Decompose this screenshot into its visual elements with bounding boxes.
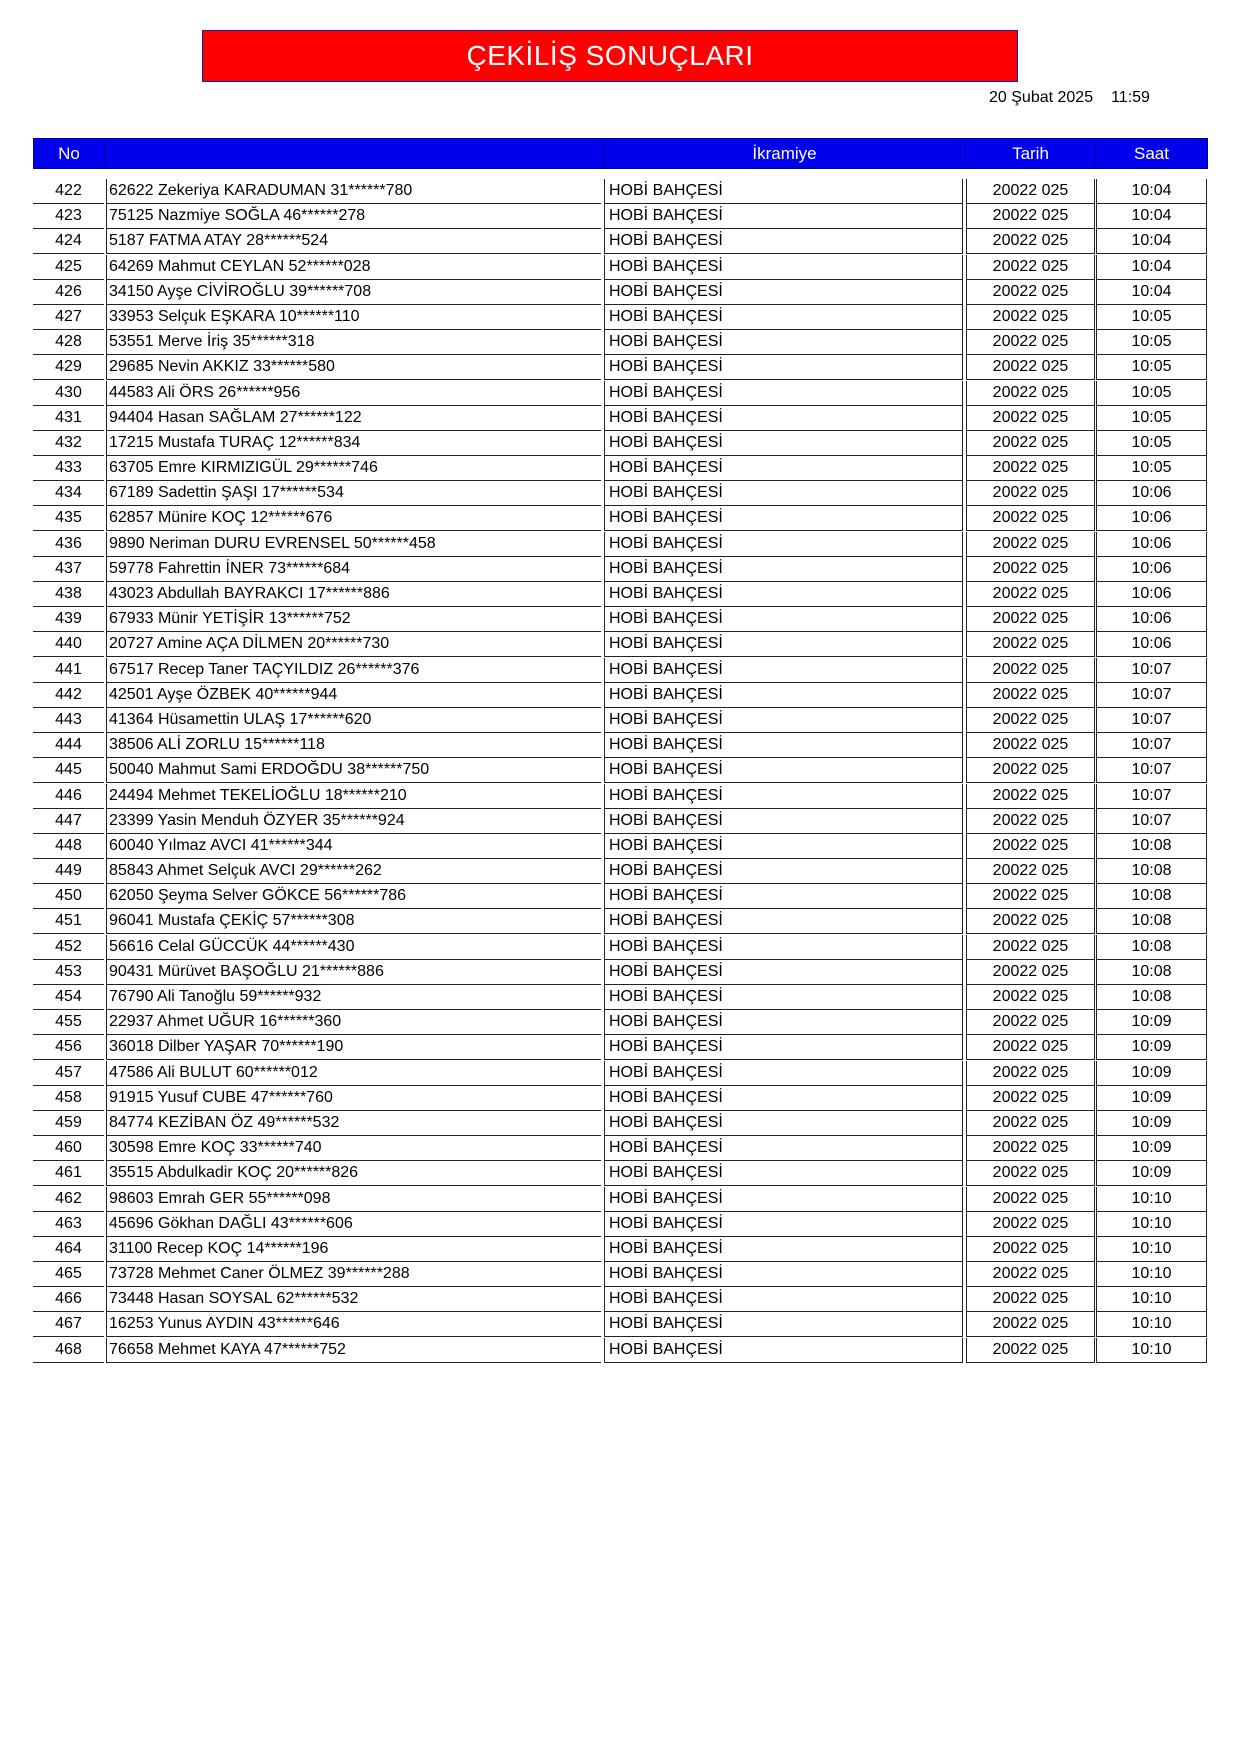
cell-time: 10:10 <box>1096 1237 1207 1262</box>
table-row <box>33 809 1208 834</box>
cell-name: 53551 Merve İriş 35******318 <box>106 330 601 355</box>
cell-prize: HOBİ BAHÇESİ <box>604 280 963 305</box>
cell-name: 41364 Hüsamettin ULAŞ 17******620 <box>106 708 601 733</box>
cell-no: 468 <box>33 1338 104 1363</box>
cell-no: 437 <box>33 557 104 582</box>
table-row <box>33 1312 1208 1337</box>
cell-no: 423 <box>33 204 104 229</box>
cell-date: 20022 025 <box>966 406 1095 431</box>
table-header <box>33 138 1208 169</box>
cell-date: 20022 025 <box>966 1262 1095 1287</box>
cell-name: 94404 Hasan SAĞLAM 27******122 <box>106 406 601 431</box>
cell-time: 10:04 <box>1096 255 1207 280</box>
cell-name: 67189 Sadettin ŞAŞI 17******534 <box>106 481 601 506</box>
report-datetime <box>989 89 1150 107</box>
cell-prize: HOBİ BAHÇESİ <box>604 960 963 985</box>
cell-date: 20022 025 <box>966 582 1095 607</box>
cell-prize: HOBİ BAHÇESİ <box>604 481 963 506</box>
cell-name: 60040 Yılmaz AVCI 41******344 <box>106 834 601 859</box>
table-row <box>33 658 1208 683</box>
cell-no: 446 <box>33 784 104 809</box>
cell-no: 464 <box>33 1237 104 1262</box>
table-row <box>33 204 1208 229</box>
table-row <box>33 506 1208 531</box>
cell-name: 30598 Emre KOÇ 33******740 <box>106 1136 601 1161</box>
cell-no: 452 <box>33 935 104 960</box>
table-row <box>33 229 1208 254</box>
table-row <box>33 1262 1208 1287</box>
cell-no: 429 <box>33 355 104 380</box>
report-date: 20 Şubat 2025 <box>989 89 1094 106</box>
cell-no: 433 <box>33 456 104 481</box>
cell-time: 10:07 <box>1096 809 1207 834</box>
cell-no: 463 <box>33 1212 104 1237</box>
cell-prize: HOBİ BAHÇESİ <box>604 406 963 431</box>
cell-no: 465 <box>33 1262 104 1287</box>
cell-no: 460 <box>33 1136 104 1161</box>
cell-date: 20022 025 <box>966 1010 1095 1035</box>
cell-prize: HOBİ BAHÇESİ <box>604 784 963 809</box>
cell-prize: HOBİ BAHÇESİ <box>604 1237 963 1262</box>
table-row <box>33 1287 1208 1312</box>
cell-no: 453 <box>33 960 104 985</box>
cell-date: 20022 025 <box>966 280 1095 305</box>
cell-time: 10:04 <box>1096 280 1207 305</box>
cell-prize: HOBİ BAHÇESİ <box>604 229 963 254</box>
table-row <box>33 330 1208 355</box>
cell-prize: HOBİ BAHÇESİ <box>604 1312 963 1337</box>
table-row <box>33 985 1208 1010</box>
cell-time: 10:10 <box>1096 1212 1207 1237</box>
table-row <box>33 355 1208 380</box>
cell-no: 430 <box>33 381 104 406</box>
cell-name: 96041 Mustafa ÇEKİÇ 57******308 <box>106 909 601 934</box>
cell-date: 20022 025 <box>966 985 1095 1010</box>
cell-no: 447 <box>33 809 104 834</box>
cell-prize: HOBİ BAHÇESİ <box>604 1061 963 1086</box>
column-header-no: No <box>34 139 105 168</box>
cell-name: 45696 Gökhan DAĞLI 43******606 <box>106 1212 601 1237</box>
cell-no: 444 <box>33 733 104 758</box>
cell-date: 20022 025 <box>966 381 1095 406</box>
table-row <box>33 456 1208 481</box>
cell-no: 450 <box>33 884 104 909</box>
cell-name: 76790 Ali Tanoğlu 59******932 <box>106 985 601 1010</box>
cell-name: 16253 Yunus AYDIN 43******646 <box>106 1312 601 1337</box>
cell-date: 20022 025 <box>966 1136 1095 1161</box>
cell-name: 85843 Ahmet Selçuk AVCI 29******262 <box>106 859 601 884</box>
cell-prize: HOBİ BAHÇESİ <box>604 1035 963 1060</box>
table-row <box>33 1086 1208 1111</box>
cell-date: 20022 025 <box>966 179 1095 204</box>
cell-time: 10:10 <box>1096 1287 1207 1312</box>
cell-name: 56616 Celal GÜCCÜK 44******430 <box>106 935 601 960</box>
cell-time: 10:06 <box>1096 481 1207 506</box>
cell-prize: HOBİ BAHÇESİ <box>604 683 963 708</box>
cell-date: 20022 025 <box>966 658 1095 683</box>
cell-prize: HOBİ BAHÇESİ <box>604 909 963 934</box>
cell-time: 10:06 <box>1096 607 1207 632</box>
cell-time: 10:07 <box>1096 758 1207 783</box>
cell-date: 20022 025 <box>966 330 1095 355</box>
cell-time: 10:09 <box>1096 1086 1207 1111</box>
cell-time: 10:08 <box>1096 834 1207 859</box>
cell-prize: HOBİ BAHÇESİ <box>604 1187 963 1212</box>
cell-no: 466 <box>33 1287 104 1312</box>
table-row <box>33 834 1208 859</box>
cell-date: 20022 025 <box>966 1312 1095 1337</box>
cell-date: 20022 025 <box>966 960 1095 985</box>
cell-time: 10:08 <box>1096 935 1207 960</box>
cell-time: 10:10 <box>1096 1262 1207 1287</box>
cell-no: 431 <box>33 406 104 431</box>
cell-time: 10:08 <box>1096 859 1207 884</box>
table-row <box>33 381 1208 406</box>
cell-time: 10:10 <box>1096 1338 1207 1363</box>
cell-name: 44583 Ali ÖRS 26******956 <box>106 381 601 406</box>
table-row <box>33 1187 1208 1212</box>
cell-date: 20022 025 <box>966 809 1095 834</box>
cell-date: 20022 025 <box>966 935 1095 960</box>
table-row <box>33 859 1208 884</box>
cell-no: 438 <box>33 582 104 607</box>
cell-no: 439 <box>33 607 104 632</box>
column-header-prize: İkramiye <box>604 139 966 168</box>
table-row <box>33 607 1208 632</box>
cell-prize: HOBİ BAHÇESİ <box>604 733 963 758</box>
cell-prize: HOBİ BAHÇESİ <box>604 834 963 859</box>
cell-name: 24494 Mehmet TEKELİOĞLU 18******210 <box>106 784 601 809</box>
cell-date: 20022 025 <box>966 1111 1095 1136</box>
cell-date: 20022 025 <box>966 909 1095 934</box>
cell-time: 10:09 <box>1096 1161 1207 1186</box>
cell-time: 10:04 <box>1096 229 1207 254</box>
cell-prize: HOBİ BAHÇESİ <box>604 381 963 406</box>
cell-date: 20022 025 <box>966 255 1095 280</box>
cell-date: 20022 025 <box>966 733 1095 758</box>
cell-name: 35515 Abdulkadir KOÇ 20******826 <box>106 1161 601 1186</box>
cell-date: 20022 025 <box>966 557 1095 582</box>
cell-no: 443 <box>33 708 104 733</box>
cell-time: 10:07 <box>1096 708 1207 733</box>
cell-time: 10:05 <box>1096 305 1207 330</box>
cell-name: 64269 Mahmut CEYLAN 52******028 <box>106 255 601 280</box>
cell-name: 47586 Ali BULUT 60******012 <box>106 1061 601 1086</box>
table-row <box>33 280 1208 305</box>
cell-date: 20022 025 <box>966 532 1095 557</box>
cell-no: 425 <box>33 255 104 280</box>
cell-no: 467 <box>33 1312 104 1337</box>
cell-date: 20022 025 <box>966 1287 1095 1312</box>
cell-date: 20022 025 <box>966 859 1095 884</box>
table-row <box>33 909 1208 934</box>
cell-time: 10:06 <box>1096 506 1207 531</box>
table-row <box>33 632 1208 657</box>
table-row <box>33 1111 1208 1136</box>
cell-name: 29685 Nevin AKKIZ 33******580 <box>106 355 601 380</box>
column-header-date: Tarih <box>966 139 1096 168</box>
cell-prize: HOBİ BAHÇESİ <box>604 1287 963 1312</box>
table-row <box>33 935 1208 960</box>
cell-time: 10:04 <box>1096 179 1207 204</box>
cell-prize: HOBİ BAHÇESİ <box>604 532 963 557</box>
cell-no: 432 <box>33 431 104 456</box>
cell-prize: HOBİ BAHÇESİ <box>604 255 963 280</box>
table-row <box>33 305 1208 330</box>
cell-prize: HOBİ BAHÇESİ <box>604 632 963 657</box>
cell-date: 20022 025 <box>966 481 1095 506</box>
table-row <box>33 1010 1208 1035</box>
cell-date: 20022 025 <box>966 1035 1095 1060</box>
table-row <box>33 1237 1208 1262</box>
cell-prize: HOBİ BAHÇESİ <box>604 658 963 683</box>
table-row <box>33 784 1208 809</box>
cell-prize: HOBİ BAHÇESİ <box>604 179 963 204</box>
cell-no: 457 <box>33 1061 104 1086</box>
cell-name: 42501 Ayşe ÖZBEK 40******944 <box>106 683 601 708</box>
cell-prize: HOBİ BAHÇESİ <box>604 305 963 330</box>
cell-name: 98603 Emrah GER 55******098 <box>106 1187 601 1212</box>
table-row <box>33 255 1208 280</box>
cell-name: 38506 ALİ ZORLU 15******118 <box>106 733 601 758</box>
cell-no: 434 <box>33 481 104 506</box>
cell-time: 10:05 <box>1096 456 1207 481</box>
cell-no: 428 <box>33 330 104 355</box>
cell-no: 424 <box>33 229 104 254</box>
cell-date: 20022 025 <box>966 431 1095 456</box>
cell-time: 10:07 <box>1096 733 1207 758</box>
cell-time: 10:09 <box>1096 1010 1207 1035</box>
cell-time: 10:04 <box>1096 204 1207 229</box>
table-row <box>33 1136 1208 1161</box>
cell-date: 20022 025 <box>966 1061 1095 1086</box>
cell-prize: HOBİ BAHÇESİ <box>604 985 963 1010</box>
cell-no: 455 <box>33 1010 104 1035</box>
cell-time: 10:06 <box>1096 532 1207 557</box>
cell-prize: HOBİ BAHÇESİ <box>604 708 963 733</box>
cell-name: 43023 Abdullah BAYRAKCI 17******886 <box>106 582 601 607</box>
cell-time: 10:10 <box>1096 1187 1207 1212</box>
cell-prize: HOBİ BAHÇESİ <box>604 809 963 834</box>
cell-date: 20022 025 <box>966 1237 1095 1262</box>
cell-name: 5187 FATMA ATAY 28******524 <box>106 229 601 254</box>
cell-no: 422 <box>33 179 104 204</box>
cell-time: 10:07 <box>1096 784 1207 809</box>
cell-date: 20022 025 <box>966 1187 1095 1212</box>
table-row <box>33 179 1208 204</box>
cell-no: 440 <box>33 632 104 657</box>
cell-no: 442 <box>33 683 104 708</box>
table-row <box>33 1061 1208 1086</box>
table-row <box>33 1338 1208 1363</box>
cell-name: 62622 Zekeriya KARADUMAN 31******780 <box>106 179 601 204</box>
cell-no: 451 <box>33 909 104 934</box>
cell-no: 454 <box>33 985 104 1010</box>
cell-date: 20022 025 <box>966 632 1095 657</box>
cell-time: 10:09 <box>1096 1061 1207 1086</box>
table-row <box>33 532 1208 557</box>
cell-time: 10:08 <box>1096 909 1207 934</box>
cell-name: 22937 Ahmet UĞUR 16******360 <box>106 1010 601 1035</box>
cell-name: 31100 Recep KOÇ 14******196 <box>106 1237 601 1262</box>
cell-date: 20022 025 <box>966 305 1095 330</box>
cell-time: 10:09 <box>1096 1136 1207 1161</box>
cell-prize: HOBİ BAHÇESİ <box>604 355 963 380</box>
cell-prize: HOBİ BAHÇESİ <box>604 582 963 607</box>
cell-time: 10:05 <box>1096 381 1207 406</box>
cell-name: 91915 Yusuf CUBE 47******760 <box>106 1086 601 1111</box>
cell-name: 33953 Selçuk EŞKARA 10******110 <box>106 305 601 330</box>
cell-no: 436 <box>33 532 104 557</box>
cell-date: 20022 025 <box>966 1161 1095 1186</box>
table-row <box>33 1161 1208 1186</box>
cell-time: 10:07 <box>1096 658 1207 683</box>
cell-no: 456 <box>33 1035 104 1060</box>
cell-prize: HOBİ BAHÇESİ <box>604 1262 963 1287</box>
cell-date: 20022 025 <box>966 204 1095 229</box>
cell-name: 34150 Ayşe CİVİROĞLU 39******708 <box>106 280 601 305</box>
cell-date: 20022 025 <box>966 683 1095 708</box>
cell-name: 67517 Recep Taner TAÇYILDIZ 26******376 <box>106 658 601 683</box>
cell-no: 445 <box>33 758 104 783</box>
cell-prize: HOBİ BAHÇESİ <box>604 884 963 909</box>
cell-no: 462 <box>33 1187 104 1212</box>
cell-date: 20022 025 <box>966 758 1095 783</box>
cell-date: 20022 025 <box>966 884 1095 909</box>
cell-name: 90431 Mürüvet BAŞOĞLU 21******886 <box>106 960 601 985</box>
cell-no: 426 <box>33 280 104 305</box>
cell-prize: HOBİ BAHÇESİ <box>604 607 963 632</box>
cell-prize: HOBİ BAHÇESİ <box>604 1338 963 1363</box>
cell-no: 427 <box>33 305 104 330</box>
cell-no: 435 <box>33 506 104 531</box>
table-row <box>33 582 1208 607</box>
cell-time: 10:08 <box>1096 985 1207 1010</box>
results-table <box>33 179 1208 1363</box>
cell-time: 10:05 <box>1096 330 1207 355</box>
cell-prize: HOBİ BAHÇESİ <box>604 1161 963 1186</box>
cell-time: 10:06 <box>1096 557 1207 582</box>
cell-name: 73728 Mehmet Caner ÖLMEZ 39******288 <box>106 1262 601 1287</box>
cell-date: 20022 025 <box>966 1212 1095 1237</box>
cell-name: 73448 Hasan SOYSAL 62******532 <box>106 1287 601 1312</box>
cell-date: 20022 025 <box>966 1086 1095 1111</box>
column-header-time: Saat <box>1134 144 1169 163</box>
cell-no: 458 <box>33 1086 104 1111</box>
cell-time: 10:07 <box>1096 683 1207 708</box>
cell-prize: HOBİ BAHÇESİ <box>604 506 963 531</box>
cell-date: 20022 025 <box>966 607 1095 632</box>
table-row <box>33 683 1208 708</box>
table-row <box>33 733 1208 758</box>
cell-prize: HOBİ BAHÇESİ <box>604 935 963 960</box>
cell-name: 67933 Münir YETİŞİR 13******752 <box>106 607 601 632</box>
cell-prize: HOBİ BAHÇESİ <box>604 330 963 355</box>
cell-time: 10:08 <box>1096 960 1207 985</box>
cell-prize: HOBİ BAHÇESİ <box>604 1111 963 1136</box>
cell-time: 10:09 <box>1096 1035 1207 1060</box>
cell-name: 75125 Nazmiye SOĞLA 46******278 <box>106 204 601 229</box>
cell-prize: HOBİ BAHÇESİ <box>604 758 963 783</box>
cell-no: 449 <box>33 859 104 884</box>
cell-date: 20022 025 <box>966 355 1095 380</box>
cell-time: 10:10 <box>1096 1312 1207 1337</box>
cell-no: 441 <box>33 658 104 683</box>
cell-prize: HOBİ BAHÇESİ <box>604 204 963 229</box>
column-header-name <box>105 139 604 168</box>
cell-name: 17215 Mustafa TURAÇ 12******834 <box>106 431 601 456</box>
cell-name: 50040 Mahmut Sami ERDOĞDU 38******750 <box>106 758 601 783</box>
cell-name: 36018 Dilber YAŞAR 70******190 <box>106 1035 601 1060</box>
cell-date: 20022 025 <box>966 834 1095 859</box>
cell-date: 20022 025 <box>966 784 1095 809</box>
cell-time: 10:06 <box>1096 632 1207 657</box>
cell-name: 59778 Fahrettin İNER 73******684 <box>106 557 601 582</box>
cell-date: 20022 025 <box>966 1338 1095 1363</box>
cell-name: 76658 Mehmet KAYA 47******752 <box>106 1338 601 1363</box>
table-row <box>33 406 1208 431</box>
cell-name: 9890 Neriman DURU EVRENSEL 50******458 <box>106 532 601 557</box>
table-row <box>33 758 1208 783</box>
page-title: ÇEKİLİŞ SONUÇLARI <box>202 30 1018 82</box>
cell-time: 10:05 <box>1096 406 1207 431</box>
cell-name: 63705 Emre KIRMIZIGÜL 29******746 <box>106 456 601 481</box>
cell-name: 23399 Yasin Menduh ÖZYER 35******924 <box>106 809 601 834</box>
cell-name: 84774 KEZİBAN ÖZ 49******532 <box>106 1111 601 1136</box>
cell-time: 10:09 <box>1096 1111 1207 1136</box>
table-row <box>33 1212 1208 1237</box>
cell-time: 10:05 <box>1096 431 1207 456</box>
cell-name: 62050 Şeyma Selver GÖKCE 56******786 <box>106 884 601 909</box>
cell-prize: HOBİ BAHÇESİ <box>604 557 963 582</box>
table-row <box>33 1035 1208 1060</box>
cell-prize: HOBİ BAHÇESİ <box>604 1136 963 1161</box>
report-time: 11:59 <box>1111 89 1150 106</box>
cell-time: 10:05 <box>1096 355 1207 380</box>
cell-prize: HOBİ BAHÇESİ <box>604 456 963 481</box>
cell-no: 461 <box>33 1161 104 1186</box>
cell-date: 20022 025 <box>966 229 1095 254</box>
cell-prize: HOBİ BAHÇESİ <box>604 1010 963 1035</box>
cell-prize: HOBİ BAHÇESİ <box>604 859 963 884</box>
cell-date: 20022 025 <box>966 456 1095 481</box>
table-row <box>33 431 1208 456</box>
cell-name: 62857 Münire KOÇ 12******676 <box>106 506 601 531</box>
cell-prize: HOBİ BAHÇESİ <box>604 431 963 456</box>
table-row <box>33 481 1208 506</box>
table-row <box>33 884 1208 909</box>
table-row <box>33 960 1208 985</box>
table-row <box>33 557 1208 582</box>
cell-no: 448 <box>33 834 104 859</box>
cell-time: 10:08 <box>1096 884 1207 909</box>
cell-time: 10:06 <box>1096 582 1207 607</box>
cell-date: 20022 025 <box>966 708 1095 733</box>
cell-no: 459 <box>33 1111 104 1136</box>
cell-prize: HOBİ BAHÇESİ <box>604 1212 963 1237</box>
table-row <box>33 708 1208 733</box>
cell-name: 20727 Amine AÇA DİLMEN 20******730 <box>106 632 601 657</box>
cell-prize: HOBİ BAHÇESİ <box>604 1086 963 1111</box>
cell-date: 20022 025 <box>966 506 1095 531</box>
